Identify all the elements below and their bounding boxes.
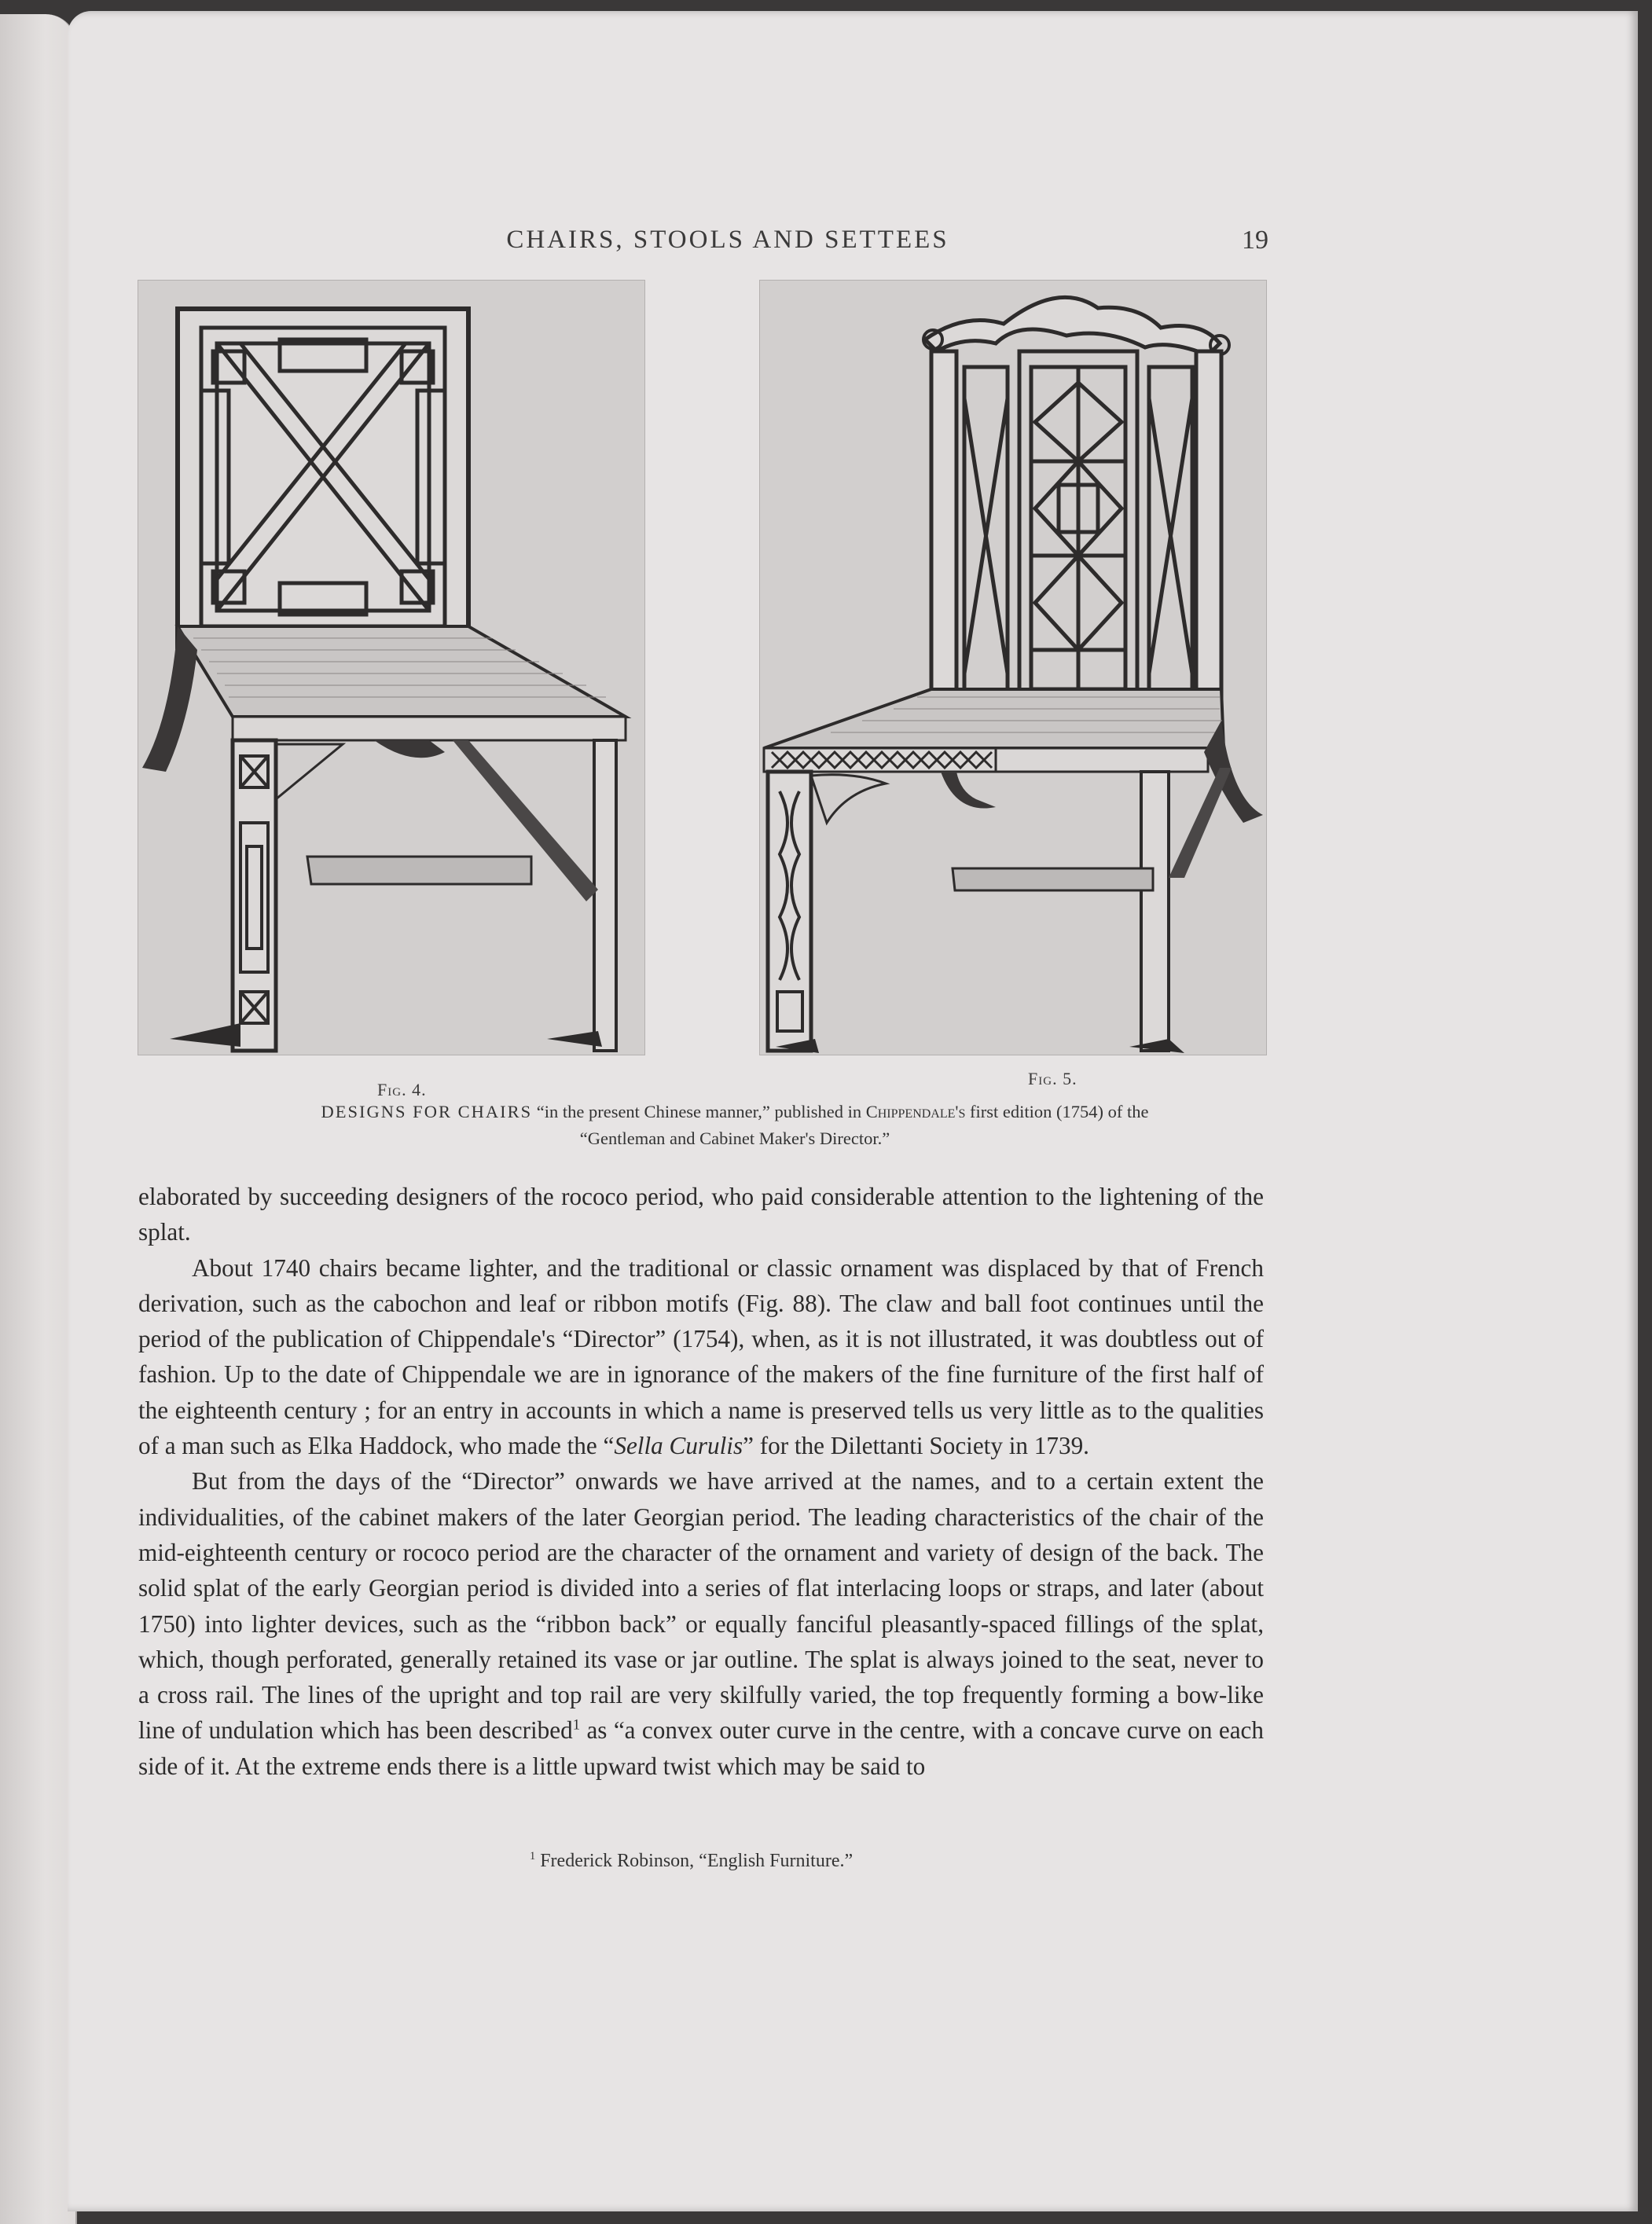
paragraph-2-italic: Sella Curulis: [614, 1432, 743, 1460]
figure-5-label: Fig. 5.: [1028, 1069, 1077, 1088]
caption-line-1: [181, 1099, 1289, 1125]
footnote-reference: 1: [572, 1717, 581, 1734]
body-text: [138, 1179, 1264, 1784]
paragraph-3-text-b: as “a convex outer curve in the centre, with a concave curve on each side of it. At the extreme ends there is a little upward twist which may be said to: [138, 1716, 1264, 1780]
paragraph-3-text-a: But from the days of the “Director” onwards we have arrived at the names, and to a certain extent the individualities, of the cabinet makers of the later Georgian period. The leading characteristics of the chair of the mid-eighteenth century or rococo period are the character of the ornament and variety of design of the back. The solid splat of the early Georgian period is divided into a series of flat interlacing loops or straps, and later (about 1750) into lighter devices, such as the “ribbon back” or equally fanciful pleasantly-spaced fillings of the splat, which, though perforated, generally retained its vase or jar outline. The splat is always joined to the seat, never to a cross rail. The lines of the upright and top rail are very skilfully varied, the top frequently forming a bow-like line of undulation which has been described: [138, 1467, 1264, 1745]
caption-text-2: first edition (1754) of the: [965, 1102, 1149, 1121]
caption-author: Chippendale's: [865, 1102, 966, 1121]
chinese-rococo-chair-illustration: [760, 281, 1266, 1055]
facing-page-edge: [0, 14, 77, 2224]
caption-line-2: “Gentleman and Cabinet Maker's Director.”: [579, 1129, 890, 1148]
footnote: [530, 1851, 1080, 1872]
paragraph-1: elaborated by succeeding designers of the rococo period, who paid considerable attention to the lightening of the splat.: [138, 1183, 1264, 1246]
paragraph-3: [138, 1463, 1264, 1784]
footnote-marker: 1: [530, 1850, 536, 1863]
paragraph-2-text-b: ” for the Dilettanti Society in 1739.: [743, 1432, 1089, 1460]
figure-4-chair-plate: [138, 280, 645, 1055]
figure-4-label: Fig. 4.: [377, 1080, 427, 1099]
figure-caption: [181, 1099, 1289, 1152]
caption-text-1: “in the present Chinese manner,” published in: [532, 1102, 866, 1121]
chinese-fret-chair-illustration: [138, 281, 644, 1055]
running-title: CHAIRS, STOOLS AND SETTEES: [506, 226, 949, 254]
page-number: 19: [1242, 226, 1268, 255]
caption-lead: DESIGNS FOR CHAIRS: [321, 1102, 533, 1121]
footnote-text: Frederick Robinson, “English Furniture.”: [535, 1851, 854, 1871]
figure-5-chair-plate: [759, 280, 1267, 1055]
paragraph-2: [138, 1250, 1264, 1464]
paragraph-2-text-a: About 1740 chairs became lighter, and the traditional or classic ornament was displaced by that of French derivation, such as the cabochon and leaf or ribbon motifs (Fig. 88). The claw and ball foot continues until the period of the publication of Chippendale's “Director” (1754), when, as it is not illustrated, it was doubtless out of fashion. Up to the date of Chippendale we are in ignorance of the makers of the fine furniture of the first half of the eighteenth century ; for an entry in accounts in which a name is preserved tells us very little as to the qualities of a man such as Elka Haddock, who made the “: [138, 1253, 1264, 1460]
